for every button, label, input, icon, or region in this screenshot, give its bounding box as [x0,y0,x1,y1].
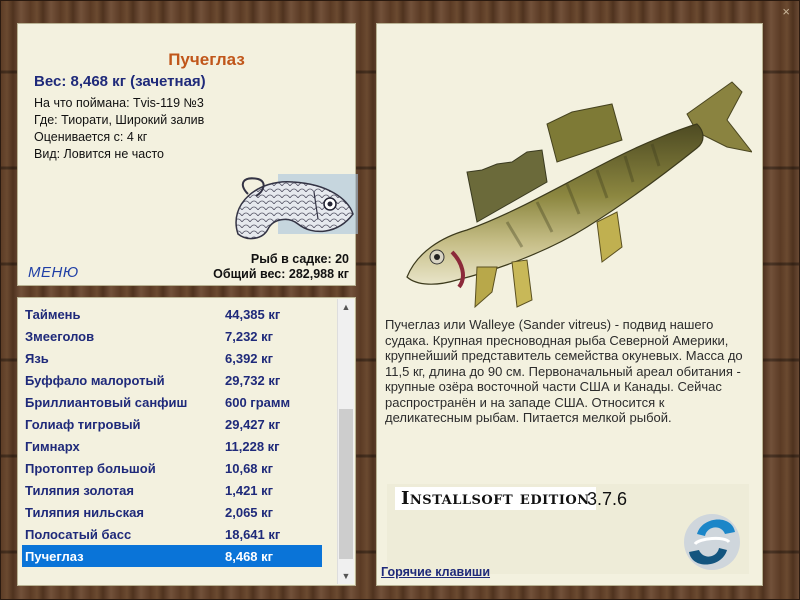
list-item-name: Голиаф тигровый [25,416,141,432]
list-item-name: Гимнарх [25,438,80,454]
rating-info: Оценивается с: 4 кг [34,130,148,144]
location-info: Где: Тиорати, Широкий залив [34,113,205,127]
catch-list [22,303,322,567]
list-item-weight: 600 грамм [225,394,291,410]
kind-info: Вид: Ловится не часто [34,147,164,161]
list-item-name: Тиляпия золотая [25,482,134,498]
fish-weight: Вес: 8,468 кг (зачетная) [34,73,206,90]
list-item[interactable] [22,391,322,413]
list-item[interactable] [22,523,322,545]
bait-info: На что поймана: Tvis-119 №3 [34,96,204,110]
fish-name: Пучеглаз [168,50,245,69]
list-item[interactable] [22,347,322,369]
fish-count: Рыб в садке: 20 [250,252,349,266]
list-item-weight: 44,385 кг [225,306,281,322]
walleye-image [397,52,752,322]
fish-description: Пучеглаз или Walleye (Sander vitreus) - подвид нашего судака. Крупная пресноводная рыба Северной Америки, крупнейший представитель семейства окуневых. Масса до 11,5 кг, длина до 90 см. Первоначальный ареал обитания - крупные озёра восточной части США и Канады. Сейчас распространён и на западе США. Относится к деликатесным рыбам. Питается мелкой рыбой. [385,317,743,425]
list-item-name: Тиляпия нильская [25,504,144,520]
scroll-down-icon[interactable]: ▼ [341,571,351,581]
list-item-name: Полосатый басс [25,526,132,542]
list-item-weight: 10,68 кг [225,460,274,476]
list-item-name: Бриллиантовый санфиш [25,394,188,410]
list-item[interactable] [22,501,322,523]
list-item-weight: 18,641 кг [225,526,281,542]
list-item-name: Змееголов [25,328,95,344]
list-item-weight: 6,392 кг [225,350,274,366]
fish-detail-panel [376,23,763,586]
scrollbar-thumb[interactable] [339,409,353,559]
catch-list-panel [17,297,356,586]
menu-button[interactable]: МЕНЮ [28,264,79,281]
list-item-weight: 7,232 кг [225,328,274,344]
fish-info-panel [17,23,356,286]
scroll-up-icon[interactable]: ▲ [341,302,351,312]
list-scrollbar[interactable] [337,299,354,584]
total-weight: Общий вес: 282,988 кг [213,267,349,281]
list-item-weight: 29,732 кг [225,372,281,388]
list-item-name: Язь [25,350,49,366]
list-item-name: Таймень [25,306,81,322]
list-item-name: Пучеглаз [25,548,84,564]
hotkeys-link[interactable]: Горячие клавиши [381,565,491,579]
edition-label: Installsoft edition [395,487,596,510]
list-item[interactable] [22,457,322,479]
list-item-name: Протоптер большой [25,460,156,476]
list-item[interactable] [22,303,322,325]
list-item-weight: 2,065 кг [225,504,274,520]
catch-totals [213,252,349,282]
list-item-weight: 11,228 кг [225,438,280,454]
fish-details [34,95,204,163]
list-item[interactable] [22,435,322,457]
version-number: 3.7.6 [587,489,628,509]
edition-box [387,484,749,574]
list-item-name: Буффало малоротый [25,372,165,388]
list-item[interactable] [22,479,322,501]
list-item-weight: 1,421 кг [225,482,274,498]
fish-emblem-icon [218,174,358,252]
list-item[interactable] [22,413,322,435]
list-item-weight: 29,427 кг [225,416,281,432]
close-icon[interactable]: × [782,4,790,19]
list-item[interactable] [22,325,322,347]
installsoft-logo-icon [677,504,747,574]
list-item[interactable] [22,369,322,391]
list-item-weight: 8,468 кг [225,548,274,564]
list-item[interactable] [22,545,322,567]
